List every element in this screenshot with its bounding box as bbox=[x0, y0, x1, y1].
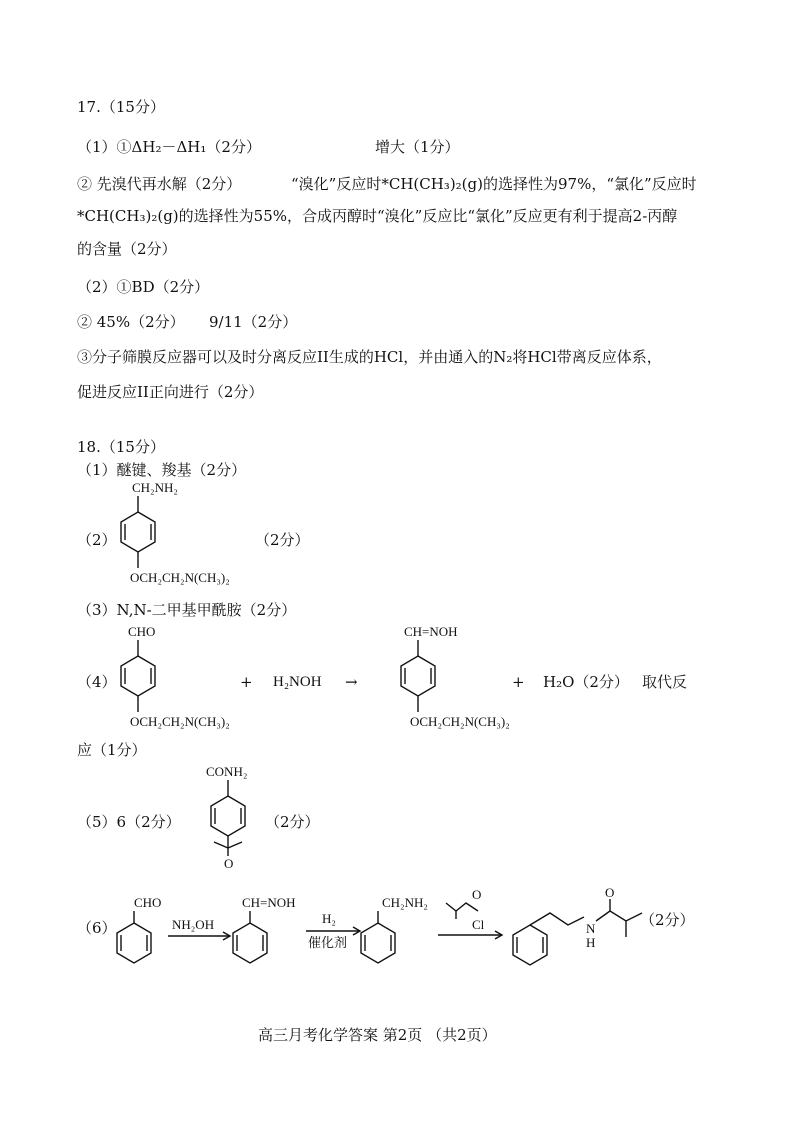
q18-part6-amide-n: N bbox=[586, 921, 596, 936]
page-footer: 高三月考化学答案 第2页 （共2页） bbox=[258, 1026, 497, 1044]
q18-part4-reaction-type-cont: 应（1分） bbox=[77, 741, 147, 759]
q18-part4-product-bottom: OCH₂CH₂N(CH₃)₂ bbox=[410, 714, 510, 729]
q18-part4-product-top: CH=NOH bbox=[404, 624, 458, 639]
q18-part4-plus-1: + bbox=[240, 673, 253, 691]
q18-part2-label: （2） bbox=[77, 531, 117, 549]
q18-part5-answer: （5）6（2分） bbox=[77, 813, 181, 831]
q17-part1-trend: 增大（1分） bbox=[375, 138, 460, 156]
q17-part1-reason-a: “溴化”反应时*CH(CH₃)₂(g)的选择性为97%，“氯化”反应时 bbox=[291, 175, 697, 193]
q18-part6-acyl-o: O bbox=[472, 887, 482, 902]
q18-part5-oxygen: O bbox=[224, 856, 234, 871]
q17-part1-reason-c: 的含量（2分） bbox=[77, 240, 177, 258]
q18-part6-amide-h: H bbox=[586, 935, 596, 950]
q17-header: 17.（15分） bbox=[77, 98, 165, 116]
benzene-ring bbox=[211, 796, 245, 836]
q18-header: 18.（15分） bbox=[77, 438, 165, 456]
q18-part4-plus-2: + bbox=[512, 673, 525, 691]
benzene-ring bbox=[117, 923, 151, 963]
q17-part2-ratio: 9/11（2分） bbox=[209, 313, 298, 331]
q18-part2-structure bbox=[100, 478, 260, 590]
q18-part2-top-group: CH₂NH₂ bbox=[132, 480, 178, 495]
q18-part2-score: （2分） bbox=[255, 531, 310, 549]
q18-part6-cho: CHO bbox=[134, 895, 162, 910]
benzene-ring bbox=[121, 656, 155, 696]
q18-part2-bottom-group: OCH₂CH₂N(CH₃)₂ bbox=[130, 570, 230, 585]
q18-part6-route bbox=[110, 885, 730, 975]
q18-part6-acyl-cl: Cl bbox=[472, 917, 485, 932]
q18-part4-label: （4） bbox=[77, 673, 117, 691]
q17-part2-explain-a: ③分子筛膜反应器可以及时分离反应II生成的HCl，并由通入的N₂将HCl带离反应体系， bbox=[77, 348, 662, 366]
q17-part2-yield: ② 45%（2分） bbox=[77, 313, 185, 331]
benzene-ring bbox=[121, 512, 155, 552]
q18-part6-label: （6） bbox=[77, 919, 117, 937]
q18-part4-reactant-top: CHO bbox=[128, 624, 156, 639]
q18-part6-amide-o: O bbox=[605, 885, 615, 900]
q18-part4-reactant-bottom: OCH₂CH₂N(CH₃)₂ bbox=[130, 714, 230, 729]
q18-part6-reagent-2-top: H₂ bbox=[322, 911, 336, 926]
q18-part3-answer: （3）N,N-二甲基甲酰胺（2分） bbox=[77, 601, 297, 619]
q18-part6-score: （2分） bbox=[640, 911, 695, 929]
q17-part2-answer: （2）①BD（2分） bbox=[77, 278, 210, 296]
q17-part1-method: ② 先溴代再水解（2分） bbox=[77, 175, 242, 193]
amide-chain bbox=[530, 913, 584, 925]
q17-part1-answer: （1）①ΔH₂－ΔH₁（2分） bbox=[77, 138, 261, 156]
q18-part5-top-group: CONH₂ bbox=[206, 764, 248, 779]
q18-part4-reaction-type: 取代反 bbox=[642, 673, 688, 691]
q18-part4-water: H₂O（2分） bbox=[543, 673, 629, 691]
q18-part6-oxime: CH=NOH bbox=[242, 895, 296, 910]
acyl-chloride-skeleton bbox=[446, 903, 478, 911]
benzene-ring bbox=[233, 923, 267, 963]
q18-part4-reagent: H₂NOH bbox=[273, 674, 322, 690]
q17-part2-explain-b: 促进反应II正向进行（2分） bbox=[77, 383, 264, 401]
q18-part4-reactant bbox=[100, 622, 260, 732]
benzene-ring bbox=[401, 656, 435, 696]
q18-part4-arrow: → bbox=[345, 673, 358, 691]
q17-part1-reason-b: *CH(CH₃)₂(g)的选择性为55%，合成丙醇时“溴化”反应比“氯化”反应更有利于提高2-丙醇 bbox=[77, 207, 678, 225]
benzene-ring bbox=[361, 923, 395, 963]
q18-part6-reagent-2-bottom: 催化剂 bbox=[308, 935, 348, 950]
benzene-ring bbox=[513, 925, 547, 965]
q18-part6-amine: CH₂NH₂ bbox=[382, 895, 428, 910]
q18-part1-answer: （1）醚键、羧基（2分） bbox=[77, 461, 247, 479]
q18-part5-score: （2分） bbox=[265, 813, 320, 831]
q18-part6-reagent-1: NH₂OH bbox=[172, 917, 215, 932]
